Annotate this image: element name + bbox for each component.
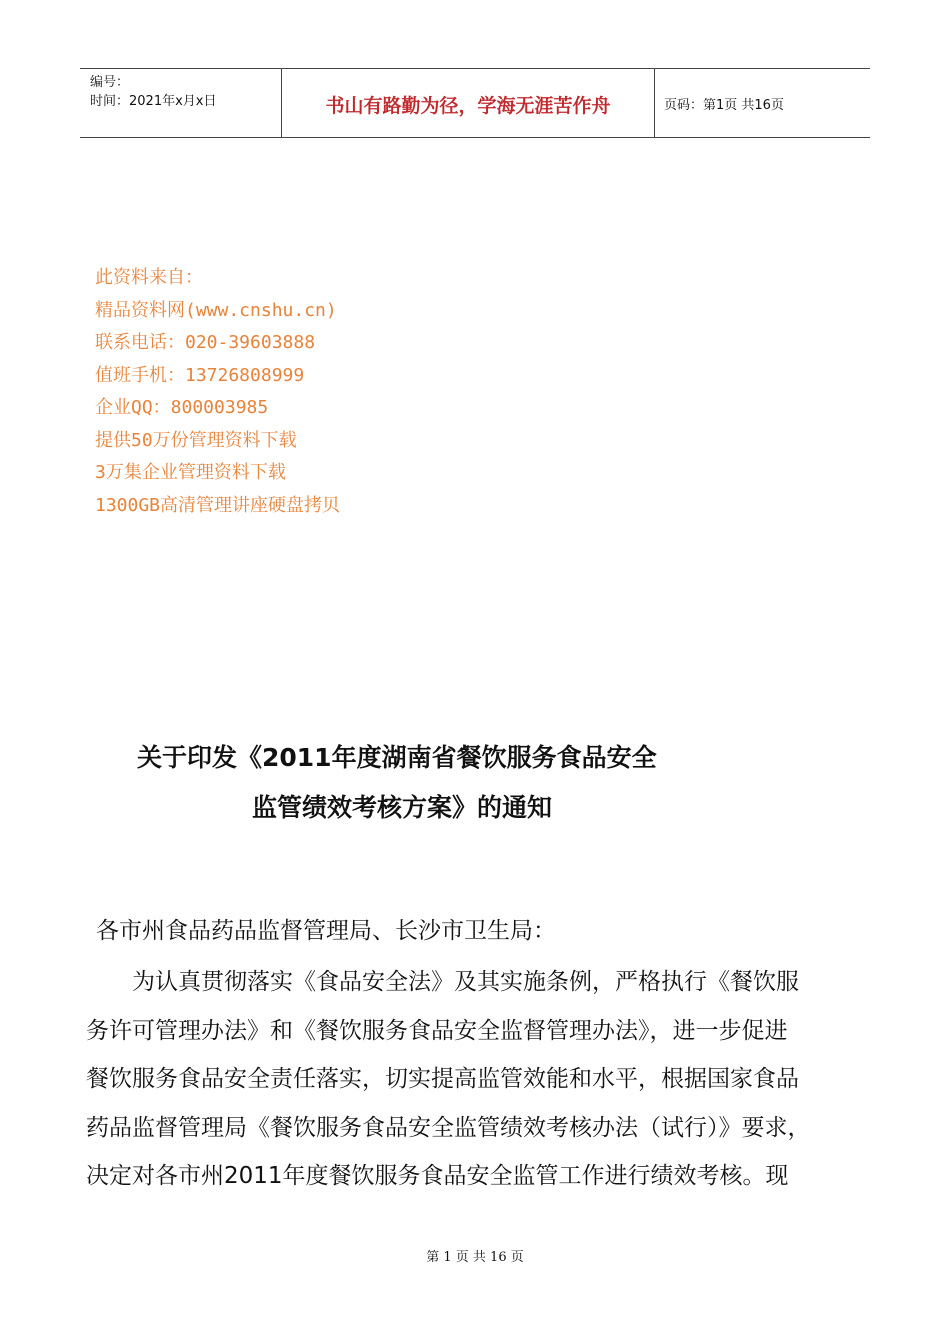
header-time-label: 时间：2021年x月x日 [90,94,217,109]
paragraph-line: 为认真贯彻落实《食品安全法》及其实施条例，严格执行《餐饮服 [132,969,799,995]
document-title-line-2: 监管绩效考核方案》的通知 [252,793,553,822]
paragraph-line: 餐饮服务食品安全责任落实，切实提高监管效能和水平，根据国家食品 [86,1066,799,1092]
page-footer: 第 1 页 共 16 页 [426,1250,524,1265]
paragraph-line: 决定对各市州2011年度餐饮服务食品安全监管工作进行绩效考核。现 [86,1163,789,1189]
salutation: 各市州食品药品监督管理局、长沙市卫生局： [96,918,556,944]
info-line: 值班手机：13726808999 [95,364,305,386]
info-line: 企业QQ：800003985 [95,397,269,418]
source-info-block [95,262,340,522]
info-line: 1300GB高清管理讲座硬盘拷贝 [95,494,341,516]
paragraph-line: 药品监督管理局《餐饮服务食品安全监管绩效考核办法（试行）》要求， [86,1114,811,1141]
info-line: 3万集企业管理资料下载 [95,462,286,483]
header-motto: 书山有路勤为径，学海无涯苦作舟 [325,95,611,117]
header-number-label: 编号： [90,75,130,90]
info-line: 精品资料网(www.cnshu.cn) [95,299,337,321]
document-title-line-1: 关于印发《2011年度湖南省餐饮服务食品安全 [137,743,657,772]
info-line: 联系电话：020-39603888 [95,332,316,353]
body-paragraph [86,958,886,1201]
page-header [80,68,870,138]
info-line: 此资料来自： [95,267,203,288]
header-meta [90,73,216,111]
header-page-info: 页码：第1页 共16页 [664,98,784,113]
paragraph-line: 务许可管理办法》和《餐饮服务食品安全监督管理办法》，进一步促进 [86,1017,788,1044]
header-divider [654,69,655,137]
info-line: 提供50万份管理资料下载 [95,429,297,451]
